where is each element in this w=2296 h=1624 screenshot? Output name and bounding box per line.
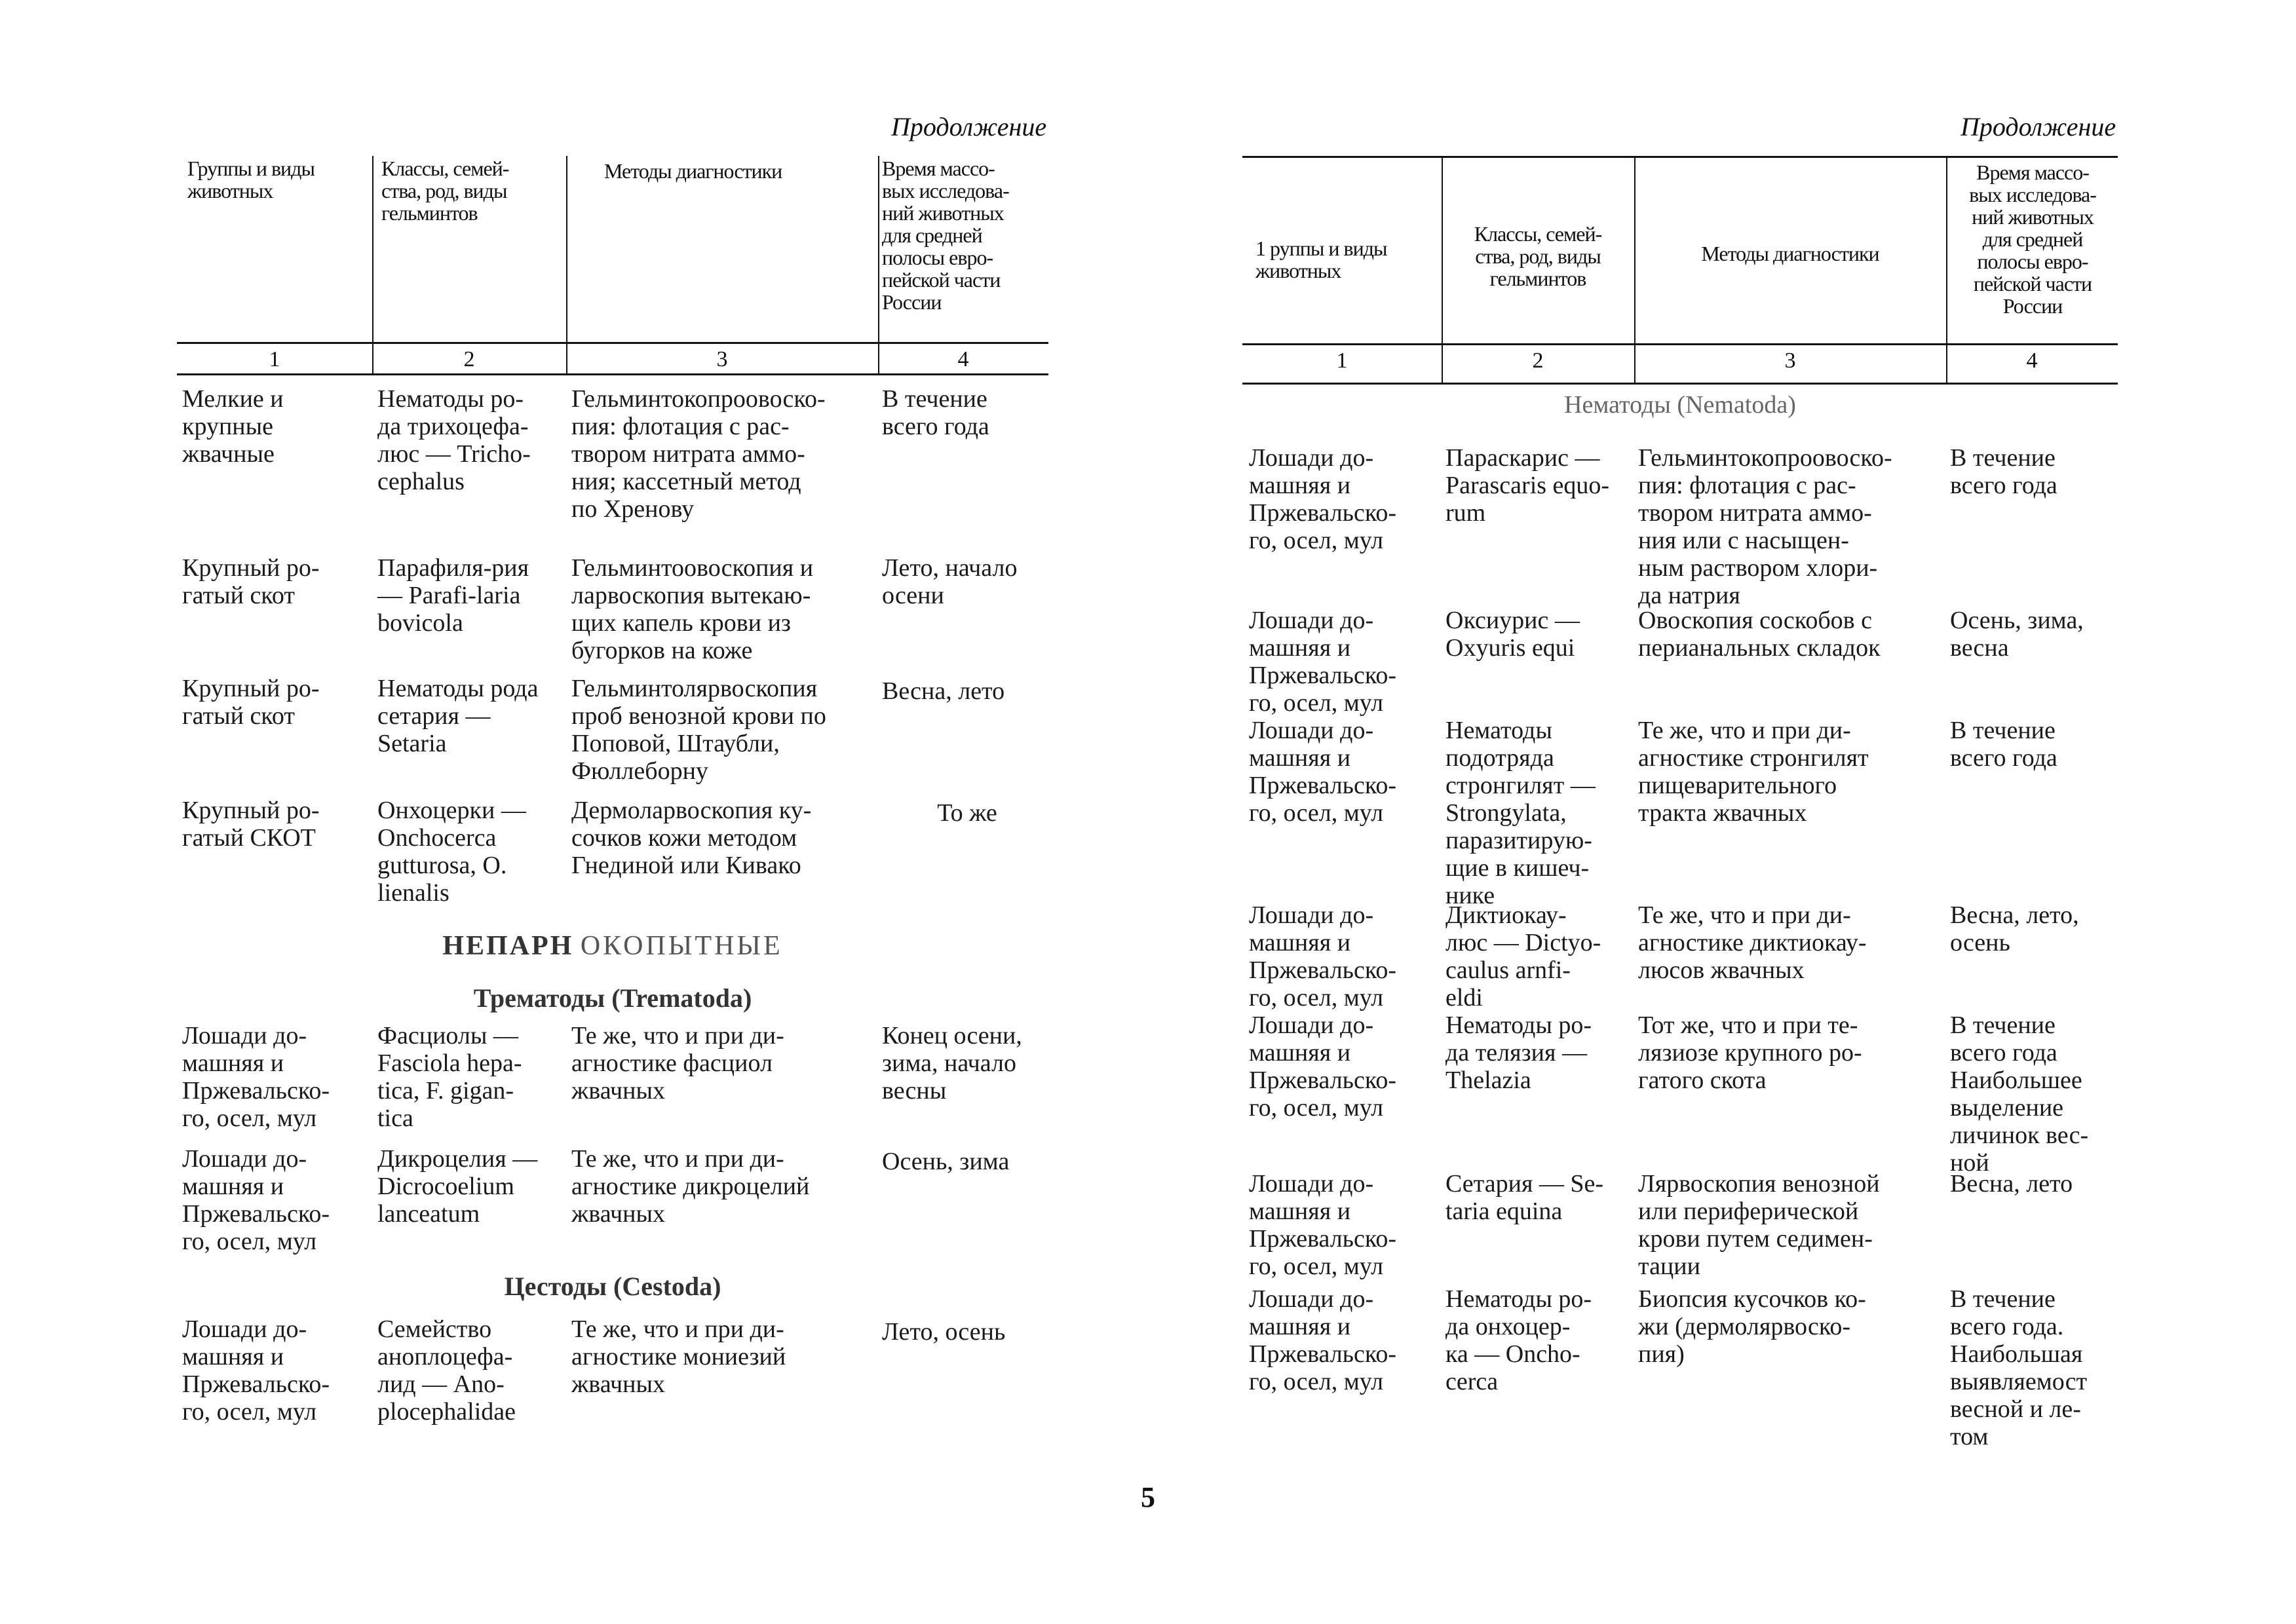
table-cell-helminth: Сетария — Se- taria equina <box>1445 1170 1604 1225</box>
table-cell-time: В течение всего года <box>1950 717 2057 772</box>
column-number: 1 <box>1336 349 1348 373</box>
table-cell-animal: Лошади до- машняя и Пржевальско- го, осел, мул <box>1249 1285 1397 1395</box>
column-number: 1 <box>269 347 280 371</box>
header-helminth-class: Классы, семей- ства, род, виды гельминтов <box>381 157 509 225</box>
header-animal-group: 1 руппы и виды животных <box>1255 236 1387 282</box>
table-cell-time: Весна, лето <box>882 677 1005 705</box>
table-cell-method: Гельминтоовоскопия и ларвоскопия вытекаю- щих капель крови из бугорков на коже <box>571 554 814 664</box>
cestoda-subheading: Цестоды (Cestoda) <box>504 1272 721 1301</box>
column-number: 4 <box>2026 349 2038 373</box>
header-helminth-class: Классы, семей- ства, род, виды гельминтов <box>1474 222 1602 290</box>
table-cell-animal: Крупный ро- гатый СКОТ <box>182 797 320 852</box>
table-cell-animal: Лошади до- машняя и Пржевальско- го, осел, мул <box>182 1022 330 1132</box>
table-cell-helminth: Параскарис — Parascaris equo- rum <box>1445 444 1610 527</box>
header-animal-group: Группы и виды животных <box>187 157 315 202</box>
header-top-rule <box>1242 156 2118 158</box>
table-cell-method: Те же, что и при ди- агностике фасциол жвачных <box>571 1022 784 1105</box>
table-cell-helminth: Онхоцерки — Onchocerca gutturosa, O. lienalis <box>377 797 526 907</box>
column-number: 4 <box>957 347 969 371</box>
column-number: 3 <box>716 347 728 371</box>
table-cell-method: Те же, что и при ди- агностике мониезий жвачных <box>571 1315 786 1398</box>
table-cell-animal: Лошади до- машняя и Пржевальско- го, осел, мул <box>1249 444 1397 554</box>
table-cell-method: Тот же, что и при те- лязиозе крупного ро- гатого скота <box>1638 1011 1862 1094</box>
table-cell-animal: Лошади до- машняя и Пржевальско- го, осел, мул <box>1249 607 1397 717</box>
table-cell-method: Дермоларвоскопия ку- сочков кожи методом Гнединой или Кивако <box>571 797 812 879</box>
table-cell-time: Конец осени, зима, начало весны <box>882 1022 1022 1105</box>
table-cell-time: Весна, лето, осень <box>1950 901 2079 956</box>
table-cell-helminth: Нематоды ро- да телязия — Thelazia <box>1445 1011 1592 1094</box>
table-cell-animal: Лошади до- машняя и Пржевальско- го, осел, мул <box>1249 717 1397 827</box>
table-cell-helminth: Фасциолы — Fasciola hepa- tica, F. gigan- tica <box>377 1022 522 1132</box>
column-divider <box>878 156 879 373</box>
nematoda-subheading: Нематоды (Nematoda) <box>1564 391 1796 419</box>
numbers-bottom-rule <box>1242 383 2118 385</box>
table-cell-animal: Крупный ро- гатый скот <box>182 675 320 730</box>
table-cell-animal: Лошади до- машняя и Пржевальско- го, осел, мул <box>1249 1011 1397 1122</box>
table-cell-animal: Лошади до- машняя и Пржевальско- го, осел, мул <box>182 1315 330 1426</box>
table-cell-helminth: Нематоды рода сетария — Setaria <box>377 675 539 757</box>
table-cell-animal: Лошади до- машняя и Пржевальско- го, осел, мул <box>182 1145 330 1255</box>
header-survey-time: Время массо- вых исследова- ний животных для средней полосы евро- пейской части России <box>1969 161 2096 318</box>
column-divider <box>372 156 373 373</box>
table-cell-time: В течение всего года. Наибольшая выявляемост весной и ле- том <box>1950 1285 2088 1450</box>
table-cell-time: Лето, начало осени <box>882 554 1018 609</box>
table-cell-helminth: Оксиурис — Oxyuris equi <box>1445 607 1580 662</box>
table-cell-helminth: Нематоды ро- да трихоцефа- люс — Tricho- cephalus <box>377 385 531 495</box>
table-cell-helminth: Диктиокау- люс — Dictyo- caulus arnfi- eldi <box>1445 901 1601 1011</box>
table-cell-helminth: Нематоды ро- да онхоцер- ка — Oncho- cerca <box>1445 1285 1592 1395</box>
column-number: 2 <box>463 347 475 371</box>
table-cell-helminth: Семейство аноплоцефа- лид — Ano- plocephalidae <box>377 1315 516 1426</box>
header-diagnostic-methods: Методы диагностики <box>1701 242 1879 265</box>
table-cell-animal: Мелкие и крупные жвачные <box>182 385 284 468</box>
table-cell-method: Гельминтолярвоскопия проб венозной крови по Поповой, Штаубли, Фюллеборну <box>571 675 826 785</box>
page-number: 5 <box>1141 1481 1155 1513</box>
table-cell-time: В течение всего года <box>882 385 989 440</box>
trematoda-subheading: Трематоды (Trematoda) <box>473 983 752 1013</box>
table-cell-method: Те же, что и при ди- агностике дикроцелий жвачных <box>571 1145 810 1228</box>
column-number: 2 <box>1532 349 1544 373</box>
table-cell-animal: Лошади до- машняя и Пржевальско- го, осел, мул <box>1249 901 1397 1011</box>
table-cell-time: Весна, лето <box>1950 1170 2073 1198</box>
right-page <box>1148 0 2296 1624</box>
header-bottom-rule <box>177 342 1048 344</box>
continuation-label: Продолжение <box>1961 112 2116 142</box>
section-heading-bold: НЕПАРН <box>442 931 574 961</box>
table-cell-time: В течение всего года <box>1950 444 2057 499</box>
table-cell-method: Те же, что и при ди- агностике диктиокау- люсов жвачных <box>1638 901 1867 984</box>
table-cell-time: Осень, зима <box>882 1148 1010 1175</box>
section-heading <box>177 930 1048 962</box>
table-cell-method: Те же, что и при ди- агностике стронгилят пищеварительного тракта жвачных <box>1638 717 1869 827</box>
table-cell-helminth: Нематоды подотряда стронгилят — Strongylata, паразитирую- щие в кишеч- нике <box>1445 717 1596 909</box>
table-cell-time: Осень, зима, весна <box>1950 607 2084 662</box>
continuation-label: Продолжение <box>891 112 1047 142</box>
section-heading-light: ОКОПЫТНЫЕ <box>580 931 783 961</box>
table-cell-method: Гельминтокопроовоско- пия: флотация с рас- твором нитрата аммо- ния или с насыщен- ным раствором хлори- да натрия <box>1638 444 1892 609</box>
header-diagnostic-methods: Методы диагностики <box>604 159 782 183</box>
table-cell-method: Гельминтокопроовоско- пия: флотация с рас- твором нитрата аммо- ния; кассетный метод по Хренову <box>571 385 826 523</box>
column-divider <box>566 156 567 373</box>
header-bottom-rule <box>1242 343 2118 345</box>
table-cell-helminth: Парафиля-рия — Parafi-laria bovicola <box>377 554 529 637</box>
table-cell-method: Лярвоскопия венозной или периферической крови путем седимен- тации <box>1638 1170 1880 1280</box>
table-cell-helminth: Дикроцелия — Dicrocoelium lanceatum <box>377 1145 538 1228</box>
column-number: 3 <box>1784 349 1796 373</box>
table-cell-time: В течение всего года Наибольшее выделение личинок вес- ной <box>1950 1011 2089 1177</box>
table-cell-animal: Крупный ро- гатый скот <box>182 554 320 609</box>
table-cell-time: Лето, осень <box>882 1318 1006 1346</box>
header-survey-time: Время массо- вых исследова- ний животных для средней полосы евро- пейской части России <box>882 157 1009 314</box>
table-cell-animal: Лошади до- машняя и Пржевальско- го, осел, мул <box>1249 1170 1397 1280</box>
table-cell-method: Овоскопия соскобов с перианальных складок <box>1638 607 1881 662</box>
table-cell-time: То же <box>937 799 997 827</box>
table-cell-method: Биопсия кусочков ко- жи (дермолярвоско- пия) <box>1638 1285 1866 1368</box>
numbers-bottom-rule <box>177 373 1048 375</box>
